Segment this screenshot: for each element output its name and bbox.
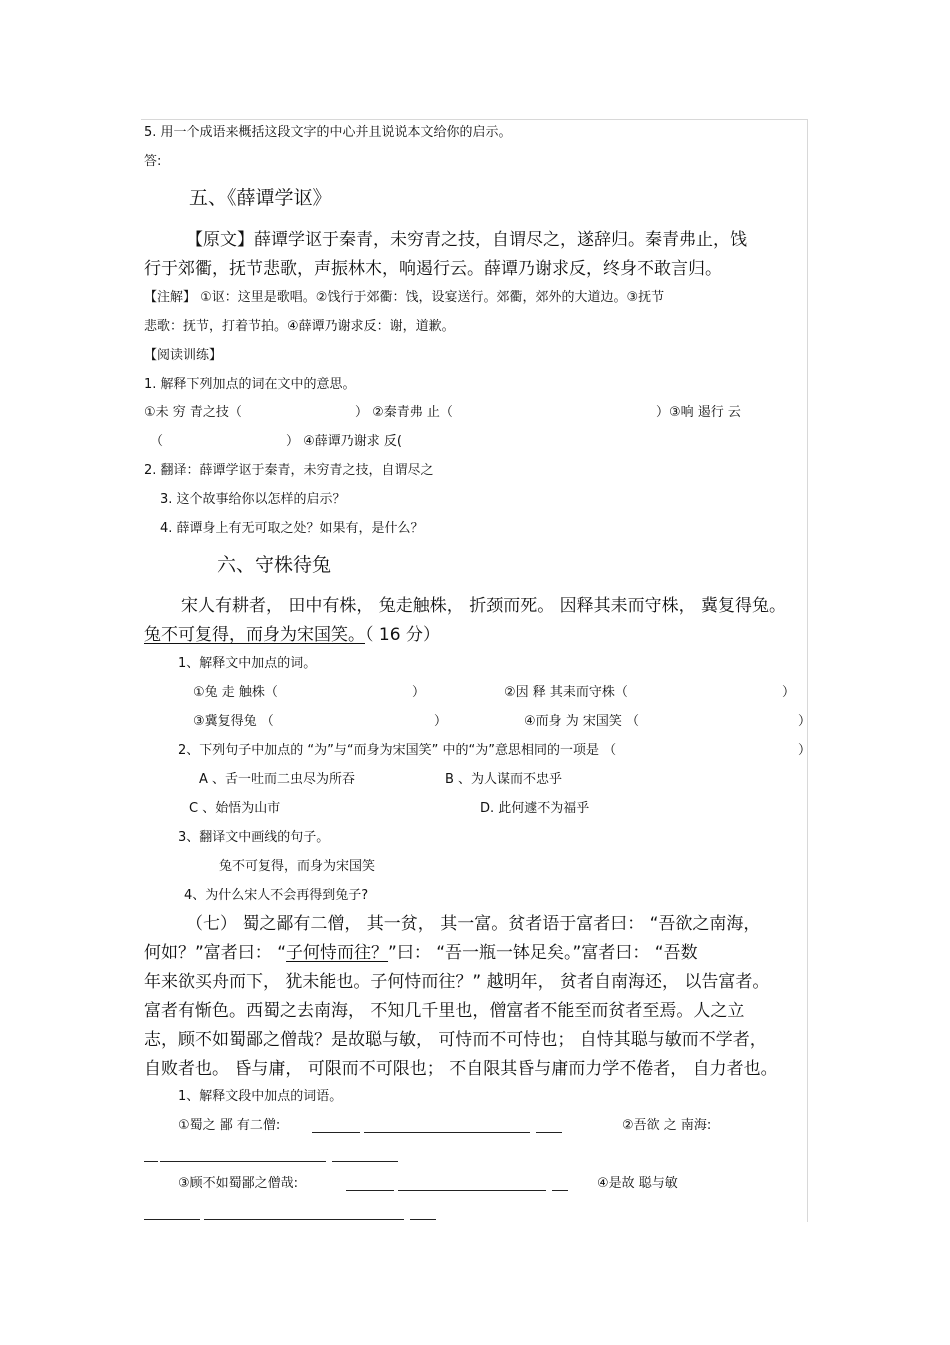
answer-blank-b[interactable] [144,1149,398,1165]
passage-7-line-3: 年来欲买舟而下， 犹未能也。子何恃而往？” 越明年， 贫者自南海还， 以告富者。 [144,972,770,992]
s6-question-2: 2、下列句子中加点的 “为”与“而身为宋国笑” 中的“为”意思相同的一项是 （ [178,743,617,758]
s6-q1-b: ②因 释 其耒而守株（ [504,685,628,700]
score-note: （ 16 分） [365,625,440,645]
s6-q1-b-close: ） [782,685,796,700]
s7-q1-c: ③顾不如蜀鄙之僧哉: [178,1176,299,1191]
question-5: 5. 用一个成语来概括这段文字的中心并且说说本文给你的启示。 [144,125,512,140]
note-line-1: 【注解】 ①讴：这里是歌唱。②饯行于郊衢：饯，设宴送行。郊衢，郊外的大道边。③抚节 [144,290,665,305]
section-5-title: 五、《薛谭学讴》 [189,187,332,209]
q1-item-c: ）③响 遏行 云 [656,405,741,420]
passage-7-line-1: （七） 蜀之鄙有二僧， 其一贫， 其一富。贫者语于富者曰： “吾欲之南海， [186,914,761,934]
s6-question-3-sentence: 兔不可复得，而身为宋国笑 [219,859,376,874]
question-4: 4. 薛谭身上有无可取之处？如果有，是什么？ [160,521,424,536]
option-b: B 、为人谋而不忠乎 [445,772,563,787]
q1-item-d: ） ④薛谭乃谢求 反( [286,434,402,449]
s6-q1-a-close: ） [412,685,426,700]
s6-q1-a: ①兔 走 触株（ [193,685,278,700]
q1-item-b: ） ②秦青弗 止（ [355,405,453,420]
note-line-2: 悲歌：抚节，打着节拍。④薛谭乃谢求反：谢，道歉。 [144,319,455,334]
option-c: C 、始悟为山市 [189,801,281,816]
question-2: 2. 翻译：薛谭学讴于秦青，未穷青之技，自谓尽之 [144,463,434,478]
option-a: A 、舌一吐而二虫尽为所吞 [199,772,356,787]
s6-question-2-close: ） [798,743,812,758]
original-text-line-1: 【原文】薛谭学讴于秦青，未穷青之技，自谓尽之，遂辞归。秦青弗止，饯 [186,230,747,250]
passage-7-line-2-end: ”曰： “吾一瓶一钵足矣。”富者曰： “吾数 [388,943,698,963]
section-6-title: 六、守株待兔 [217,554,332,576]
underlined-sentence: 兔不可复得，而身为宋国笑。 [144,625,365,645]
s6-question-4: 4、为什么宋人不会再得到兔子? [184,888,369,903]
passage-6-line-1: 宋人有耕者， 田中有株， 兔走触株， 折颈而死。 因释其耒而守株， 冀复得兔。 [181,596,787,616]
question-3: 3. 这个故事给你以怎样的启示？ [160,492,346,507]
s6-q1-c-close: ） [434,714,448,729]
q1-item-c-paren: （ [150,434,164,449]
original-text-line-2: 行于郊衢，抚节悲歌，声振林木，响遏行云。薛谭乃谢求反，终身不敢言归。 [144,259,722,279]
answer-blank-c[interactable] [346,1178,568,1194]
underlined-question: 子何恃而往？ [286,943,389,963]
s6-q1-d: ④而身 为 宋国笑 （ [524,714,640,729]
answer-blank-d[interactable] [144,1207,436,1223]
s6-question-3: 3、翻译文中画线的句子。 [178,830,330,845]
passage-6-line-2 [144,627,440,644]
reading-practice-label: 【阅读训练】 [144,348,223,363]
passage-7-line-2 [144,945,698,962]
s7-q1-d: ④是故 聪与敏 [597,1176,678,1191]
passage-7-line-2-start: 何如？”富者曰： “ [144,943,287,963]
q1-item-a: ①未 穷 青之技（ [144,405,242,420]
passage-7-line-6: 自败者也。 昏与庸， 可限而不可限也； 不自限其昏与庸而力学不倦者， 自力者也。 [144,1059,778,1079]
question-1: 1. 解释下列加点的词在文中的意思。 [144,377,356,392]
passage-7-line-5: 志，顾不如蜀鄙之僧哉？是故聪与敏， 可恃而不可恃也； 自恃其聪与敏而不学者， [144,1030,767,1050]
s7-q1-a: ①蜀之 鄙 有二僧: [178,1118,281,1133]
option-d: D. 此何遽不为福乎 [480,801,590,816]
s6-question-1: 1、解释文中加点的词。 [178,656,317,671]
passage-7-line-4: 富者有惭色。西蜀之去南海， 不知几千里也，僧富者不能至而贫者至焉。人之立 [144,1001,745,1021]
s7-question-1: 1、解释文段中加点的词语。 [178,1089,343,1104]
s7-q1-b: ②吾欲 之 南海: [622,1118,712,1133]
s6-q1-c: ③冀复得兔 （ [193,714,274,729]
answer-blank-a[interactable] [312,1120,562,1136]
s6-q1-d-close: ） [798,714,812,729]
answer-label: 答: [144,154,162,169]
